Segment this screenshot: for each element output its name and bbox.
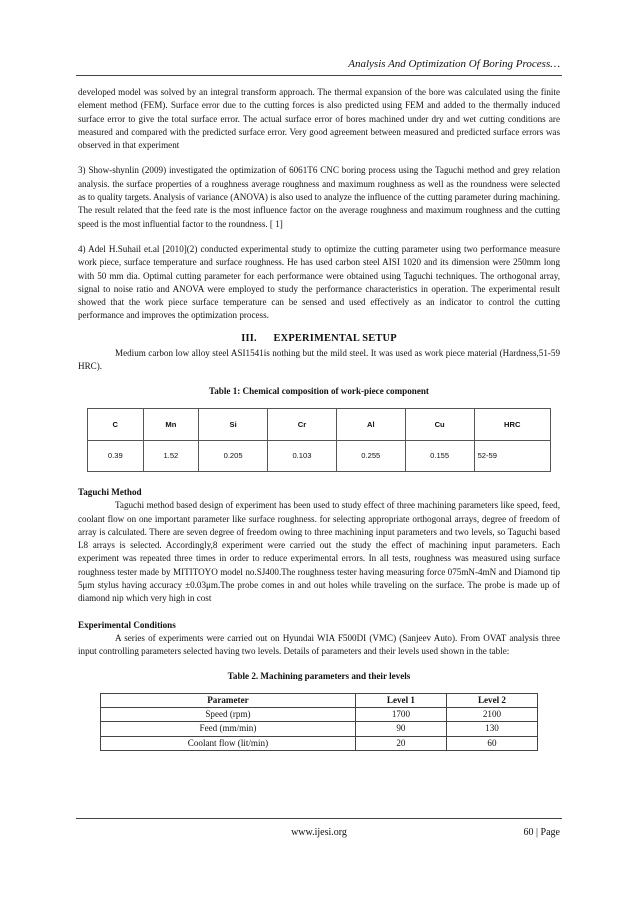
table1-value-cell: 52-59	[474, 440, 550, 471]
paragraph-fem-model: developed model was solved by an integral transform approach. The thermal expansion of the bore was calculated using the finite element method (FEM). Surface error due to the cutting forces is also predicted using FEM and added to the thermally induced surface error to give the total surface error. The actual surface error of bores machined under dry and wet cutting conditions are measured and compared with the predicted surface error. Very good agreement between measured and predicted surface errors was observed in that experiment	[78, 87, 560, 151]
table2-cell: Coolant flow (lit/min)	[101, 736, 356, 750]
table2-row-feed	[101, 722, 538, 736]
table1-header-cell: HRC	[474, 408, 550, 440]
table2-row-coolant	[101, 736, 538, 750]
table2-cell: 90	[355, 722, 446, 736]
table2-cell: 1700	[355, 708, 446, 722]
paragraph-work-material: Medium carbon low alloy steel ASI1541is nothing but the mild steel. It was used as work piece material (Hardness,51-59 HRC).	[78, 348, 560, 372]
chemical-composition-table	[87, 408, 551, 472]
paragraph-adel-suhail: 4) Adel H.Suhail et.al [2010](2) conducted experimental study to optimize the cutting parameter using two performance measure work piece, surface temperature and surface roughness. He has used carbon steel AISI 1020 and its dimension were 250mm long with 50 mm dia. Optimal cutting parameter for each performance were obtained using Taguchi techniques. The orthogonal array, signal to noise ratio and ANOVA were employed to study the performance characteristics in operation. The experimental result showed that the work piece surface temperature can be sensed and used effectively as an indicator to control the cutting performance and improves the optimization process.	[78, 243, 560, 321]
table1-header-cell: Mn	[143, 408, 199, 440]
table2-row-speed	[101, 708, 538, 722]
table2-cell: 60	[446, 736, 537, 750]
table2-caption: Table 2. Machining parameters and their levels	[227, 670, 411, 681]
table1-header-cell: C	[88, 408, 144, 440]
table2-header-cell: Level 2	[446, 693, 537, 707]
table2-header-cell: Parameter	[101, 693, 356, 707]
table1-header-cell: Cr	[268, 408, 337, 440]
table1-header-cell: Al	[336, 408, 405, 440]
running-header-title: Analysis And Optimization Of Boring Process…	[348, 58, 560, 70]
table1-value-cell: 0.155	[405, 440, 474, 471]
paragraph-taguchi-method: Taguchi method based design of experiment has been used to study effect of three machining parameters like speed, feed, coolant flow on one important parameter like surface roughness. for selecting appropriate orthogonal arrays, degree of freedom of array is calculated. There are seven degree of freedom owing to three machining input parameters and two levels, so Taguchi based L8 arrays is selected. Accordingly,8 experiment were carried out the study the effect of machining input parameters. Each experiment was repeated three times in order to reduce experimental errors. In all tests, roughness was measured using surface roughness tester made by MITITOYO model no.SJ400.The roughness tester having measuring force 075mN-4mN and Diamond tip 5μm stylus having accuracy ±0.03μm.The probe comes in and out holes while traveling on the surface. The probe is made up of diamond nip which very high in cost	[78, 500, 560, 604]
table2-header-cell: Level 1	[355, 693, 446, 707]
table2-header-row	[101, 693, 538, 707]
subheading-experimental-conditions: Experimental Conditions	[78, 619, 176, 630]
table1-header-row	[88, 408, 551, 440]
table2-cell: 20	[355, 736, 446, 750]
section-heading-experimental-setup: III. EXPERIMENTAL SETUP	[241, 332, 397, 344]
table1-caption: Table 1: Chemical composition of work-piece component	[209, 385, 429, 396]
footer-rule	[76, 818, 562, 819]
table2-cell: Speed (rpm)	[101, 708, 356, 722]
table1-value-cell: 1.52	[143, 440, 199, 471]
table1-value-cell: 0.255	[336, 440, 405, 471]
table1-value-cell: 0.205	[199, 440, 268, 471]
table2-cell: 130	[446, 722, 537, 736]
footer-page-number: 60 | Page	[523, 827, 560, 838]
paragraph-experimental-conditions: A series of experiments were carried out on Hyundai WIA F500DI (VMC) (Sanjeev Auto). From OVAT analysis three input controlling parameters selected having two levels. Details of parameters and their levels used shown in the table:	[78, 632, 560, 657]
paragraph-show-shynlin: 3) Show-shynlin (2009) investigated the optimization of 6061T6 CNC boring process using the Taguchi method and grey relation analysis. the surface properties of a roughness average roughness and maximum roughness as well as the roundness were selected as to quality targets. Analysis of variance (ANOVA) is also used to analyze the influence of the cutting parameter during machining. The result related that the feed rate is the most influence factor on the average roughness and maximum roughness and the cutting speed is the most influential factor to the roundness. [ 1]	[78, 165, 560, 229]
table1-header-cell: Si	[199, 408, 268, 440]
table1-value-row	[88, 440, 551, 471]
table2-cell: Feed (mm/min)	[101, 722, 356, 736]
table1-header-cell: Cu	[405, 408, 474, 440]
subheading-taguchi-method: Taguchi Method	[78, 486, 142, 497]
footer-website-link[interactable]: www.ijesi.org	[291, 827, 347, 838]
machining-parameters-table	[100, 693, 538, 751]
page-body	[78, 86, 560, 751]
table2-cell: 2100	[446, 708, 537, 722]
header-rule	[76, 75, 562, 76]
table1-value-cell: 0.39	[88, 440, 144, 471]
table1-value-cell: 0.103	[268, 440, 337, 471]
